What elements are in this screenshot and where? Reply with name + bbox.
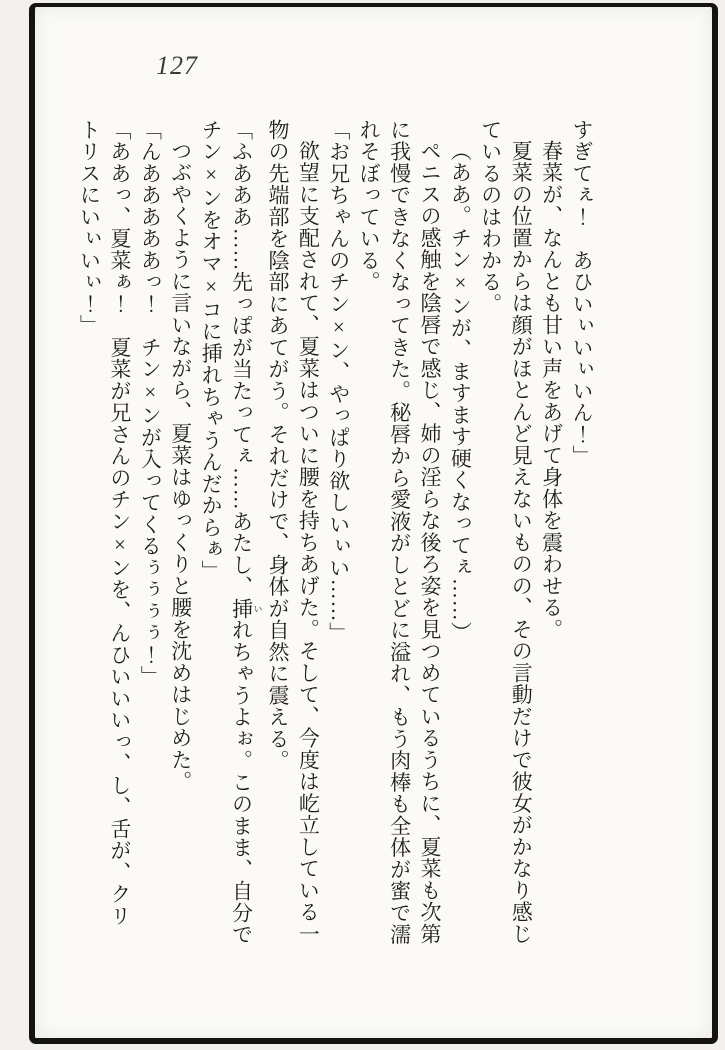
paragraph: （ああ。チン×ンが、ますます硬くなってぇ……） xyxy=(448,140,473,644)
paragraph: 欲望に支配されて、夏菜はついに腰を持ちあげた。そして、今度は屹立している一物の先端部を陰部にあてがう。それだけで、身体が自然に震える。 xyxy=(265,119,321,945)
paragraph: 「ふあああ……先っぽが当たってぇ……あたし、挿 いれちゃうよぉ。このまま、自分でチン×ンをオマ×コに挿れちゃうんだからぁ」 xyxy=(199,119,263,946)
paragraph: 夏菜の位置からは顔がほとんど見えないものの、その言動だけで彼女がかなり感じているのはわかる。 xyxy=(478,119,534,945)
paragraph: 春菜が、なんとも甘い声をあげて身体を震わせる。 xyxy=(539,140,564,641)
paragraph: すぎてぇ！ あひいぃいぃいん！」 xyxy=(570,119,594,467)
paragraph: 「んあああああっ！ チン×ンが入ってくるぅぅぅぅ！」 xyxy=(138,119,163,688)
page-frame xyxy=(29,3,718,1044)
ruby-annotated-text: 挿 い xyxy=(229,597,263,620)
text-block xyxy=(74,119,597,948)
paragraph: ペニスの感触を陰唇で感じ、姉の淫らな後ろ姿を見つめているうちに、夏菜も次第に我慢できなくなってきた。秘唇から愛液がしとどに溢れ、もう肉棒も全体が蜜で濡れそぼっている。 xyxy=(357,119,442,946)
page-number: 127 xyxy=(156,51,198,80)
paragraph: つぶやくように言いながら、夏菜はゆっくりと腰を沈めはじめた。 xyxy=(168,140,193,793)
paragraph: 「ああっ、夏菜ぁ！ 夏菜が兄さんのチン×ンを、んひいいいっ、し、舌が、クリトリスにいぃいぃ！」 xyxy=(77,119,132,927)
paragraph: 「お兄ちゃんのチン×ン、やっぱり欲しいぃい……」 xyxy=(326,119,351,644)
